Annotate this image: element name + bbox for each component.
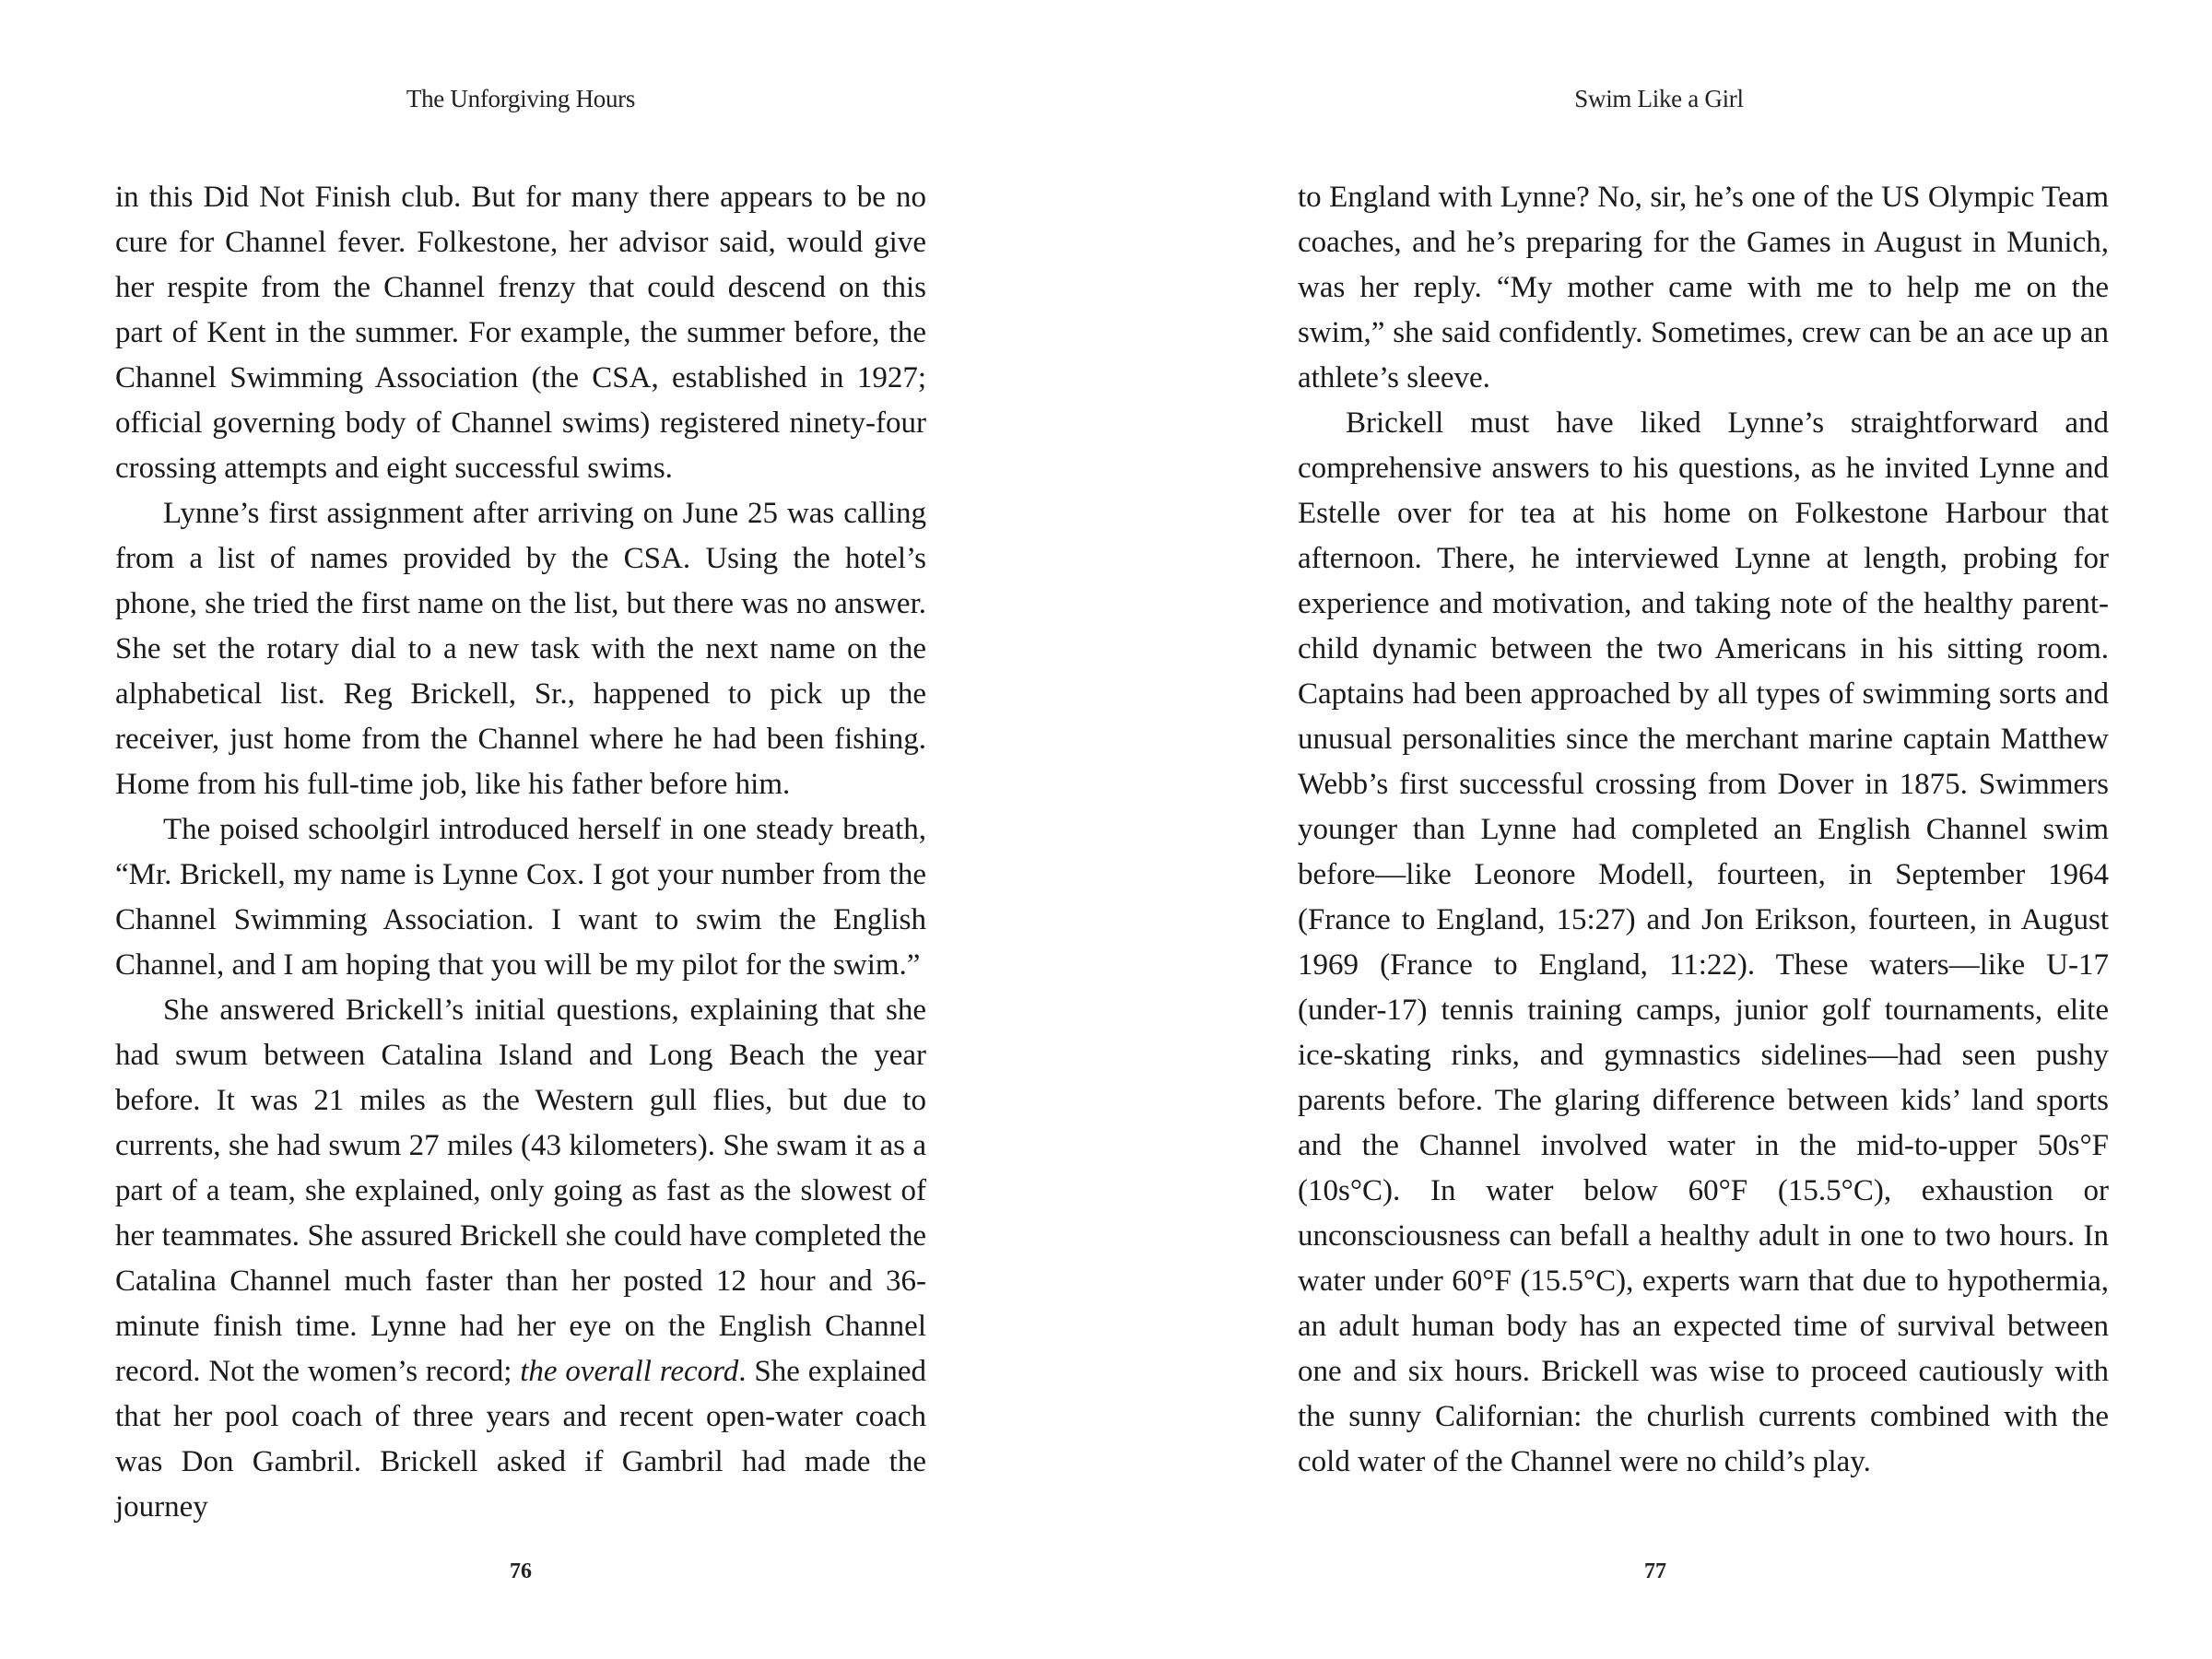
- italic-emphasis: the overall record: [520, 1355, 739, 1388]
- paragraph: The poised schoolgirl introduced herself in one steady breath, “Mr. Brickell, my name is Lynne Cox. I got your number from the Channel Swimming Association. I want to swim the English Channel, and I am hoping that you will be my pilot for the swim.”: [115, 813, 926, 982]
- page-number-right: 77: [1644, 1559, 1666, 1583]
- paragraph: to England with Lynne? No, sir, he’s one of the US Olympic Team coaches, and he’s preparing for the Games in August in Munich, was her reply. “My mother came with me to help me on the swim,” she said confidently. Sometimes, crew can be an ace up an athlete’s sleeve.: [1298, 181, 2109, 394]
- paragraph-text: . She explained that her pool coach of three years and recent open-water coach was Don Gambril. Brickell asked if Gambril had made the journey: [115, 1355, 926, 1524]
- right-page: [1106, 0, 2212, 1659]
- paragraph: Brickell must have liked Lynne’s straightforward and comprehensive answers to his questions, as he invited Lynne and Estelle over for tea at his home on Folkestone Harbour that afternoon. There, he interviewed Lynne at length, probing for experience and motivation, and taking note of the healthy parent-child dynamic between the two Americans in his sitting room. Captains had been approached by all types of swimming sorts and unusual personalities since the merchant marine captain Matthew Webb’s first successful crossing from Dover in 1875. Swimmers younger than Lynne had completed an English Channel swim before—like Leonore Modell, fourteen, in September 1964 (France to England, 15:27) and Jon Erikson, fourteen, in August 1969 (France to England, 11:22). These waters—like U-17 (under-17) tennis training camps, junior golf tournaments, elite ice-skating rinks, and gymnastics sidelines—had seen pushy parents before. The glaring difference between kids’ land sports and the Channel involved water in the mid-to-upper 50s°F (10s°C). In water below 60°F (15.5°C), exhaustion or unconsciousness can befall a healthy adult in one to two hours. In water under 60°F (15.5°C), experts warn that due to hypothermia, an adult human body has an expected time of survival between one and six hours. Brickell was wise to proceed cautiously with the sunny Californian: the churlish currents combined with the cold water of the Channel were no child’s play.: [1298, 406, 2109, 1478]
- running-head-left: The Unforgiving Hours: [406, 85, 636, 112]
- body-text-left: [115, 175, 926, 1530]
- paragraph: [115, 988, 926, 1530]
- paragraph-text: She answered Brickell’s initial questions, explaining that she had swum between Catalina Island and Long Beach the year before. It was 21 miles as the Western gull flies, but due to currents, she had swum 27 miles (43 kilometers). She swam it as a part of a team, she explained, only going as fast as the slowest of her teammates. She assured Brickell she could have completed the Catalina Channel much faster than her posted 12 hour and 36-minute finish time. Lynne had her eye on the English Channel record. Not the women’s record;: [115, 994, 926, 1388]
- paragraph: in this Did Not Finish club. But for many there appears to be no cure for Channel fever. Folkestone, her advisor said, would give her respite from the Channel frenzy that could descend on this part of Kent in the summer. For example, the summer before, the Channel Swimming Association (the CSA, established in 1927; official governing body of Channel swims) registered ninety-four crossing attempts and eight successful swims.: [115, 181, 926, 485]
- page-number-left: 76: [510, 1559, 532, 1583]
- running-head-right: Swim Like a Girl: [1574, 85, 1744, 112]
- body-text-right: [1298, 175, 2109, 1485]
- paragraph: Lynne’s first assignment after arriving on June 25 was calling from a list of names provided by the CSA. Using the hotel’s phone, she tried the first name on the list, but there was no answer. She set the rotary dial to a new task with the next name on the alphabetical list. Reg Brickell, Sr., happened to pick up the receiver, just home from the Channel where he had been fishing. Home from his full-time job, like his father before him.: [115, 497, 926, 801]
